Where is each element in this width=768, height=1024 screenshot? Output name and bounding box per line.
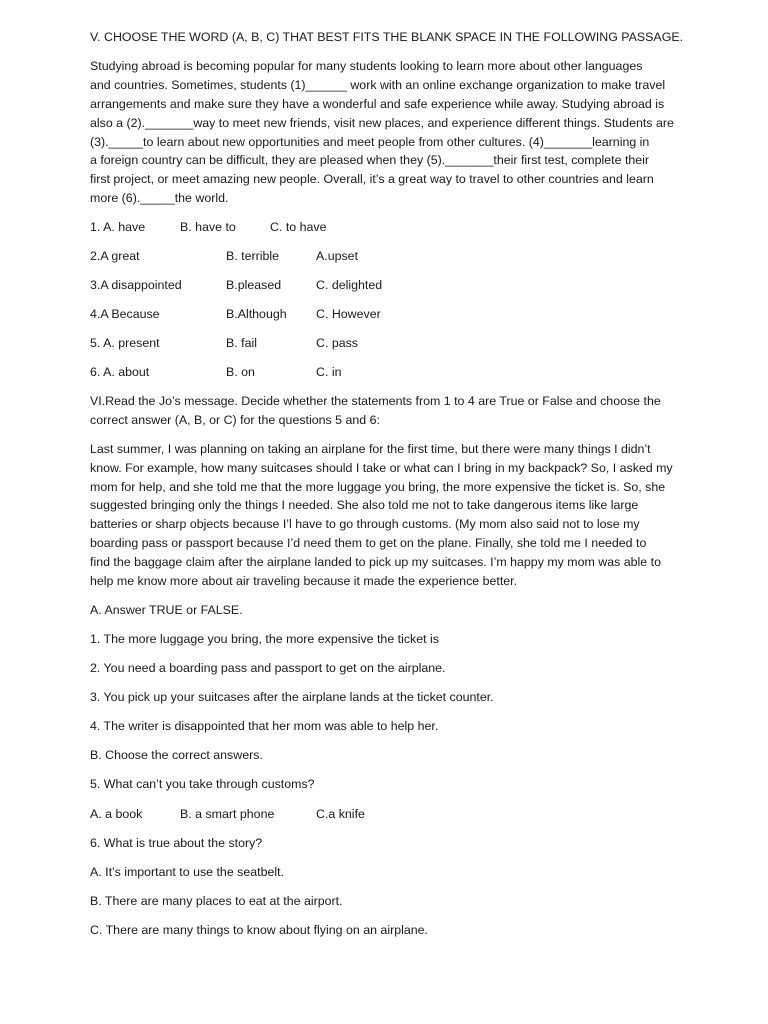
question-1-option-a: 1. A. have — [90, 220, 146, 234]
passage-line: first project, or meet amazing new people. Overall, it’s a great way to travel to other countries and learn — [90, 172, 654, 186]
true-false-item: 2. You need a boarding pass and passport to get on the airplane. — [90, 661, 446, 675]
question-2-option-b: B. terrible — [226, 249, 280, 263]
part-a-label: A. Answer TRUE or FALSE. — [90, 603, 243, 617]
question-4-option-a: 4.A Because — [90, 307, 160, 321]
question-4-option-b: B.Although — [226, 307, 287, 321]
section-6-instruction-line: correct answer (A, B, or C) for the questions 5 and 6: — [90, 413, 380, 427]
passage-line: arrangements and make sure they have a wonderful and safe experience while away. Studying abroad is — [90, 97, 665, 111]
question-3-option-c: C. delighted — [316, 278, 383, 292]
q5-option-b: B. a smart phone — [180, 807, 275, 821]
message-line: boarding pass or passport because I’d need them to get on the plane. Finally, she told me I needed to — [90, 536, 647, 550]
q6-option-a: A. It’s important to use the seatbelt. — [90, 865, 284, 879]
message-line: batteries or sharp objects because I’l have to go through customs. (My mom also said not to lose my — [90, 517, 640, 531]
message-line: mom for help, and she told me that the more luggage you bring, the more expensive the ticket is. So, she — [90, 480, 666, 494]
passage-line: also a (2)._______way to meet new friends, visit new places, and experience different things. Students are — [90, 116, 674, 130]
question-6-option-b: B. on — [226, 365, 255, 379]
true-false-item: 3. You pick up your suitcases after the airplane lands at the ticket counter. — [90, 690, 494, 704]
passage-line: and countries. Sometimes, students (1)______ work with an online exchange organization to make travel — [90, 78, 666, 92]
passage-line: a foreign country can be difficult, they are pleased when they (5)._______their first test, complete their — [90, 153, 650, 167]
question-1-option-b: B. have to — [180, 220, 236, 234]
question-5-option-b: B. fail — [226, 336, 257, 350]
question-6-option-c: C. in — [316, 365, 342, 379]
question-5-option-a: 5. A. present — [90, 336, 160, 350]
q5-option-c: C.a knife — [316, 807, 365, 821]
passage-line: Studying abroad is becoming popular for many students looking to learn more about other languages — [90, 59, 643, 73]
message-line: Last summer, I was planning on taking an airplane for the first time, but there were many things I didn’t — [90, 442, 651, 456]
question-2-option-a: 2.A great — [90, 249, 140, 263]
true-false-item: 1. The more luggage you bring, the more expensive the ticket is — [90, 632, 439, 646]
question-1-option-c: C. to have — [270, 220, 327, 234]
message-line: suggested bringing only the things I needed. She also told me not to take dangerous items like large — [90, 498, 639, 512]
q6-option-c: C. There are many things to know about flying on an airplane. — [90, 923, 428, 937]
true-false-item: 4. The writer is disappointed that her mom was able to help her. — [90, 719, 439, 733]
question-3-option-b: B.pleased — [226, 278, 282, 292]
message-line: find the baggage claim after the airplane landed to pick up my suitcases. I’m happy my mom was able to — [90, 555, 661, 569]
section-5-heading: V. CHOOSE THE WORD (A, B, C) THAT BEST FITS THE BLANK SPACE IN THE FOLLOWING PASSAGE. — [90, 30, 684, 44]
message-line: know. For example, how many suitcases should I take or what can I bring in my backpack? So, I asked my — [90, 461, 673, 475]
question-3-option-a: 3.A disappointed — [90, 278, 182, 292]
question-2-option-c: A.upset — [316, 249, 359, 263]
question-5-option-c: C. pass — [316, 336, 359, 350]
passage-line: (3)._____to learn about new opportunities and meet people from other cultures. (4)_______learning in — [90, 135, 650, 149]
passage-line: more (6)._____the world. — [90, 191, 229, 205]
question-4-option-c: C. However — [316, 307, 381, 321]
question-6-option-a: 6. A. about — [90, 365, 150, 379]
part-b-label: B. Choose the correct answers. — [90, 748, 263, 762]
q6-question: 6. What is true about the story? — [90, 836, 263, 850]
q5-question: 5. What can’t you take through customs? — [90, 777, 315, 791]
q6-option-b: B. There are many places to eat at the airport. — [90, 894, 343, 908]
section-6-instruction-line: VI.Read the Jo’s message. Decide whether the statements from 1 to 4 are True or False and choose the — [90, 394, 661, 408]
message-line: help me know more about air traveling because it made the experience better. — [90, 574, 518, 588]
q5-option-a: A. a book — [90, 807, 143, 821]
